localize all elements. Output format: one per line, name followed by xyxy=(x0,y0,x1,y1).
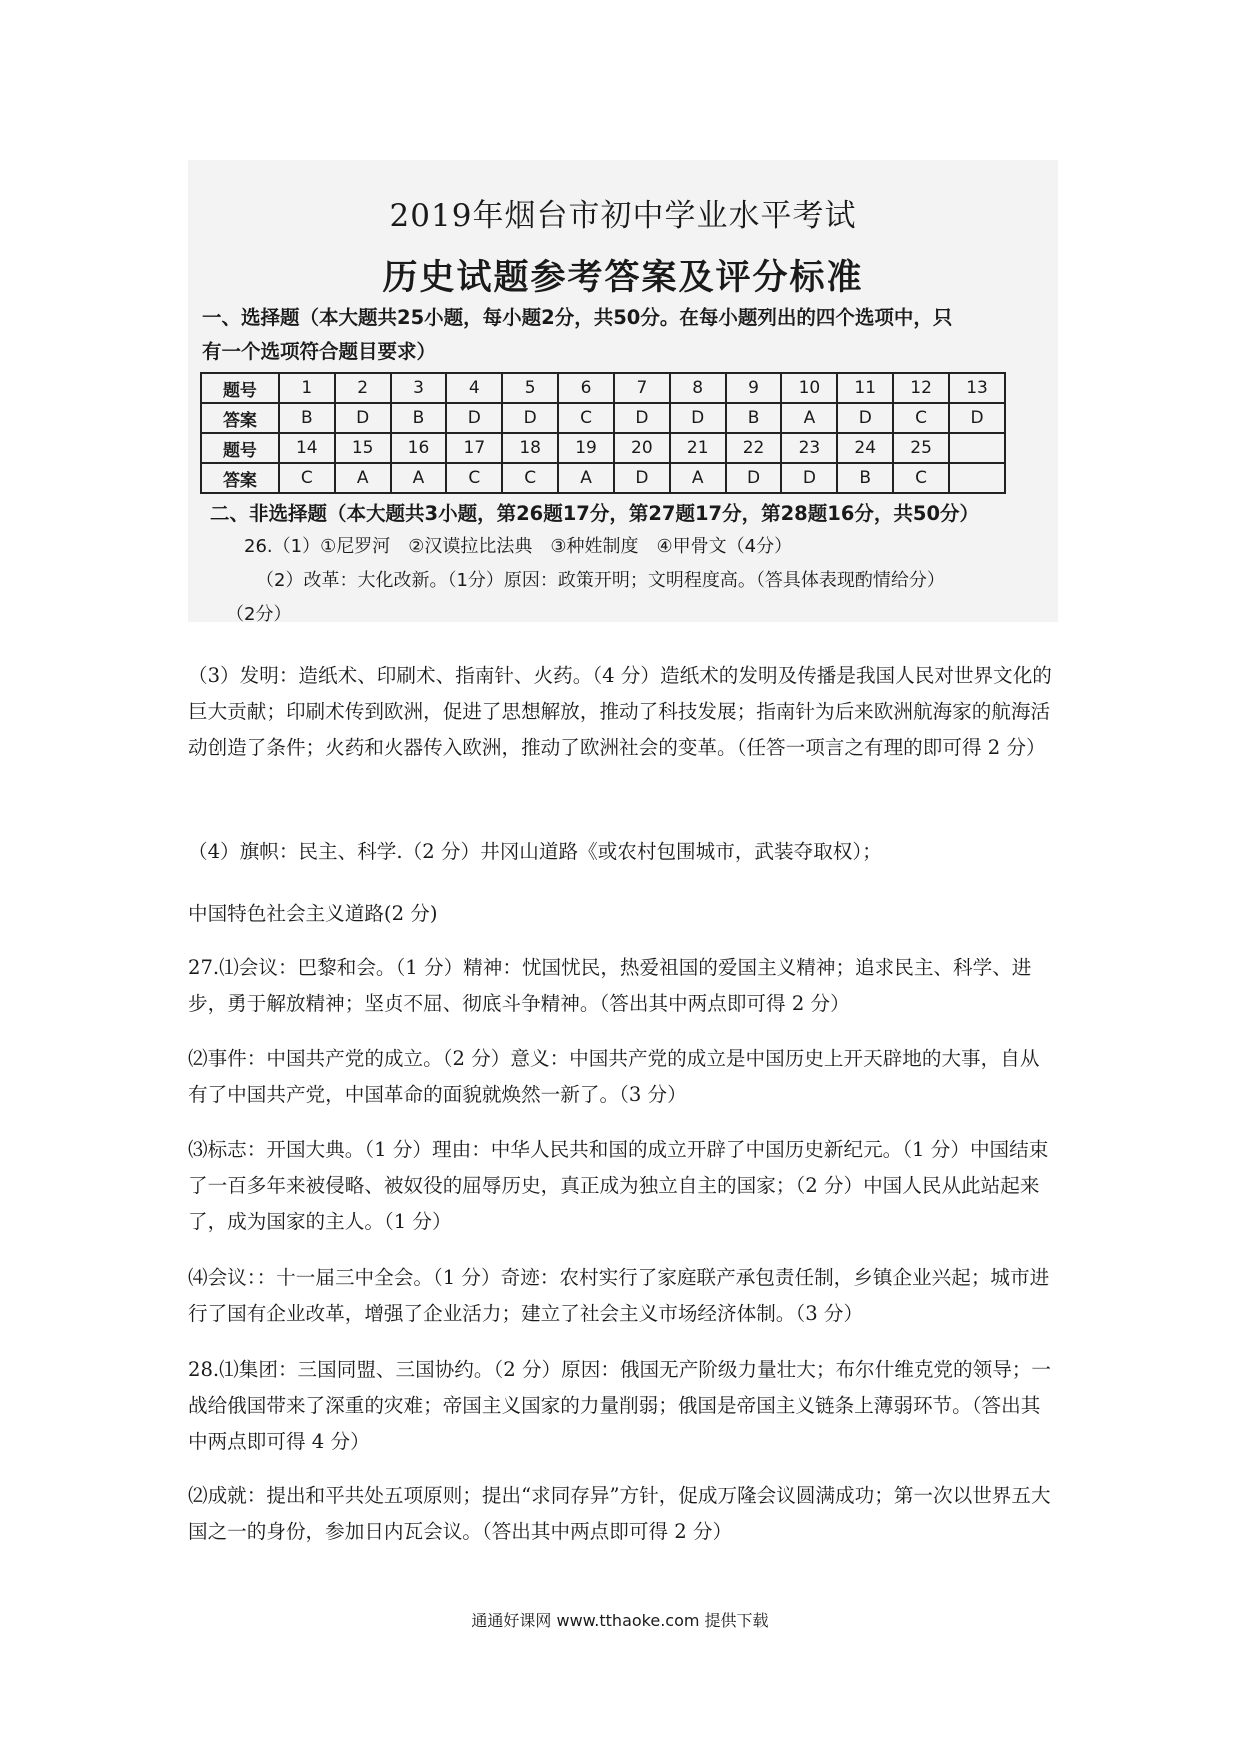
answer-table-row-label: 题号 xyxy=(201,433,279,463)
answer-table-cell: 21 xyxy=(670,433,726,463)
answer-table-cell: B xyxy=(837,463,893,493)
answer-table-cell: A xyxy=(781,403,837,433)
answer-table-cell: 14 xyxy=(279,433,335,463)
answer-table-row-label: 答案 xyxy=(201,403,279,433)
answer-table-cell: D xyxy=(837,403,893,433)
answer-table-cell: D xyxy=(502,403,558,433)
answer-table-cell: A xyxy=(391,463,447,493)
answer-table-cell: C xyxy=(502,463,558,493)
answer-paragraph: （4）旗帜：民主、科学.（2 分）井冈山道路《或农村包围城市，武装夺取权）； xyxy=(188,840,882,863)
answer-table-cell: D xyxy=(726,463,782,493)
answer-table-cell: 2 xyxy=(335,373,391,403)
answer-table-cell: 19 xyxy=(558,433,614,463)
answer-table-cell xyxy=(949,433,1005,463)
answer-table-cell: 24 xyxy=(837,433,893,463)
answer-paragraph: 28.⑴集团：三国同盟、三国协约。（2 分）原因：俄国无产阶级力量壮大；布尔什维克党的领导；一战给俄国带来了深重的灾难；帝国主义国家的力量削弱；俄国是帝国主义链条上薄弱环节。（答出其中两点即可得 4 分） xyxy=(188,1358,1051,1453)
answer-table-cell: D xyxy=(670,403,726,433)
q26-part2: （2）改革：大化改新。（1分）原因：政策开明；文明程度高。（答具体表现酌情给分） xyxy=(256,570,945,591)
answer-table-row xyxy=(201,373,1005,403)
answer-table-cell: 10 xyxy=(781,373,837,403)
answer-table-cell: 6 xyxy=(558,373,614,403)
answer-table-cell: 11 xyxy=(837,373,893,403)
answer-table-cell xyxy=(949,463,1005,493)
scanned-answer-image xyxy=(188,160,1058,625)
answer-table-cell: C xyxy=(893,463,949,493)
answer-paragraph: （3）发明：造纸术、印刷术、指南针、火药。（4 分）造纸术的发明及传播是我国人民对世界文化的巨大贡献；印刷术传到欧洲，促进了思想解放，推动了科技发展；指南针为后来欧洲航海家的航海活动创造了条件；火药和火器传入欧洲，推动了欧洲社会的变革。（任答一项言之有理的即可得 2 分） xyxy=(188,664,1052,759)
answer-table-cell: 12 xyxy=(893,373,949,403)
answer-table-cell: 17 xyxy=(446,433,502,463)
section1-heading-line1: 一、选择题（本大题共25小题，每小题2分，共50分。在每小题列出的四个选项中，只 xyxy=(202,306,953,329)
answer-table-row-label: 答案 xyxy=(201,463,279,493)
answer-table-cell: 20 xyxy=(614,433,670,463)
answer-table-cell: D xyxy=(446,403,502,433)
answer-table-cell: C xyxy=(558,403,614,433)
answer-paragraph: ⑶标志：开国大典。（1 分）理由：中华人民共和国的成立开辟了中国历史新纪元。（1 分）中国结束了一百多年来被侵略、被奴役的屈辱历史，真正成为独立自主的国家；（2 分）中国人民从此站起来了，成为国家的主人。（1 分） xyxy=(188,1138,1049,1233)
footer-source: 通通好课网 www.tthaoke.com 提供下载 xyxy=(471,1611,769,1630)
answer-table-cell: A xyxy=(670,463,726,493)
answer-table-cell: 25 xyxy=(893,433,949,463)
section2-heading: 二、非选择题（本大题共3小题，第26题17分，第27题17分，第28题16分，共50分） xyxy=(210,502,980,525)
answer-table-cell: 16 xyxy=(391,433,447,463)
answer-table-cell: D xyxy=(614,463,670,493)
answer-table-cell: 4 xyxy=(446,373,502,403)
answer-table-cell: D xyxy=(614,403,670,433)
exam-title: 2019年烟台市初中学业水平考试 xyxy=(389,198,857,234)
answer-table-row xyxy=(201,433,1005,463)
answer-table-row xyxy=(201,463,1005,493)
answer-table-cell: B xyxy=(726,403,782,433)
answer-table-cell: 8 xyxy=(670,373,726,403)
multiple-choice-answer-table xyxy=(200,372,1006,494)
answer-table-row xyxy=(201,403,1005,433)
answer-table-cell: D xyxy=(781,463,837,493)
q26-part1: 26.（1）①尼罗河 ②汉谟拉比法典 ③种姓制度 ④甲骨文（4分） xyxy=(244,536,793,557)
answer-table-cell: 9 xyxy=(726,373,782,403)
answer-table-cell: B xyxy=(279,403,335,433)
answer-table-cell: D xyxy=(949,403,1005,433)
answer-paragraph: 27.⑴会议：巴黎和会。（1 分）精神：忧国忧民，热爱祖国的爱国主义精神；追求民主、科学、进步，勇于解放精神；坚贞不屈、彻底斗争精神。（答出其中两点即可得 2 分） xyxy=(188,956,1032,1015)
section1-heading-line2: 有一个选项符合题目要求） xyxy=(202,340,437,363)
answer-key-title: 历史试题参考答案及评分标准 xyxy=(382,257,864,298)
answer-paragraph: 中国特色社会主义道路(2 分) xyxy=(188,902,438,925)
answer-table-cell: D xyxy=(335,403,391,433)
answer-table-cell: 5 xyxy=(502,373,558,403)
answer-paragraph: ⑵成就：提出和平共处五项原则；提出“求同存异”方针，促成万隆会议圆满成功；第一次以世界五大国之一的身份，参加日内瓦会议。（答出其中两点即可得 2 分） xyxy=(188,1484,1051,1543)
answer-table-cell: C xyxy=(446,463,502,493)
answer-table-cell: C xyxy=(893,403,949,433)
answer-table-cell: 3 xyxy=(391,373,447,403)
answer-paragraph: ⑷会议：：十一届三中全会。（1 分）奇迹：农村实行了家庭联产承包责任制，乡镇企业兴起；城市进行了国有企业改革，增强了企业活力；建立了社会主义市场经济体制。（3 分） xyxy=(188,1266,1050,1325)
answer-table-cell: B xyxy=(391,403,447,433)
q26-part2-score: （2分） xyxy=(226,604,292,625)
answer-table-cell: 18 xyxy=(502,433,558,463)
answer-table-cell: 1 xyxy=(279,373,335,403)
answer-table-cell: A xyxy=(558,463,614,493)
answer-paragraph: ⑵事件：中国共产党的成立。（2 分）意义：中国共产党的成立是中国历史上开天辟地的大事，自从有了中国共产党，中国革命的面貌就焕然一新了。（3 分） xyxy=(188,1047,1040,1106)
answer-table-cell: 15 xyxy=(335,433,391,463)
answer-table-cell: 22 xyxy=(726,433,782,463)
answer-table-row-label: 题号 xyxy=(201,373,279,403)
answer-table-cell: 7 xyxy=(614,373,670,403)
answer-table-cell: 13 xyxy=(949,373,1005,403)
answer-table-cell: C xyxy=(279,463,335,493)
answer-table-cell: A xyxy=(335,463,391,493)
answer-table-cell: 23 xyxy=(781,433,837,463)
